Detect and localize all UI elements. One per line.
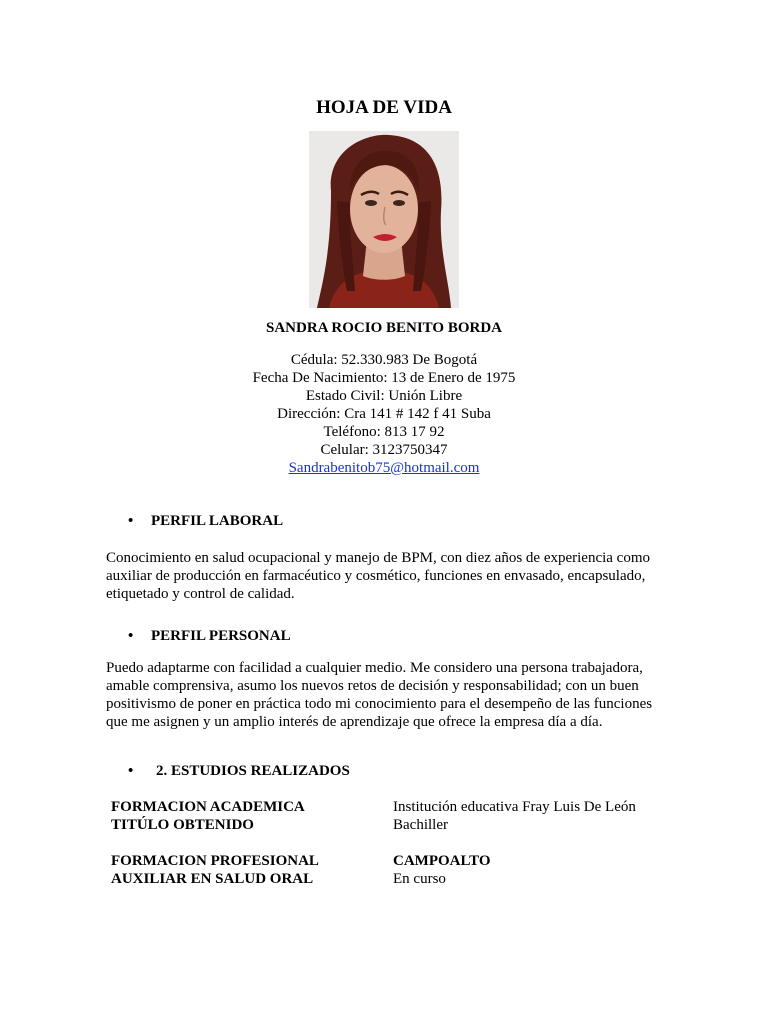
edu-value: CAMPOALTO — [393, 853, 491, 869]
section-heading-label: PERFIL PERSONAL — [151, 628, 291, 644]
edu-row-academica-values — [393, 798, 636, 834]
edu-label: FORMACION ACADEMICA — [111, 799, 305, 815]
bullet-marker: • — [128, 628, 134, 644]
candidate-name: SANDRA ROCIO BENITO BORDA — [265, 320, 502, 336]
section-heading-label: PERFIL LABORAL — [151, 513, 284, 529]
document-title: HOJA DE VIDA — [316, 97, 452, 118]
edu-row-academica-labels — [111, 798, 305, 834]
email-link[interactable]: Sandrabenitob75@hotmail.com — [288, 460, 480, 476]
profile-photo — [309, 131, 459, 308]
contact-info — [0, 351, 768, 477]
laboral-paragraph — [106, 549, 666, 603]
section-heading-estudios — [130, 763, 350, 780]
edu-label: FORMACION PROFESIONAL — [111, 853, 319, 869]
section-heading-label: 2. ESTUDIOS REALIZADOS — [156, 763, 350, 779]
address-line: Dirección: Cra 141 # 142 f 41 Suba — [277, 406, 491, 422]
edu-row-profesional-labels — [111, 852, 319, 888]
phone-line: Teléfono: 813 17 92 — [323, 424, 445, 440]
edu-value: En curso — [393, 871, 446, 887]
personal-paragraph — [106, 659, 666, 731]
portrait-illustration — [309, 131, 459, 308]
civil-status-line: Estado Civil: Unión Libre — [305, 388, 463, 404]
paragraph-line: Conocimiento en salud ocupacional y manejo de BPM, con diez años de experiencia como — [106, 550, 651, 566]
edu-label: AUXILIAR EN SALUD ORAL — [111, 871, 314, 887]
paragraph-line: que me asignen y un amplio interés de aprendizaje que ofrece la empresa día a día. — [106, 714, 603, 730]
paragraph-line: auxiliar de producción en farmacéutico y cosmético, funciones en envasado, encapsulado, — [106, 568, 646, 584]
mobile-line: Celular: 3123750347 — [320, 442, 448, 458]
paragraph-line: etiquetado y control de calidad. — [106, 586, 295, 602]
birthdate-line: Fecha De Nacimiento: 13 de Enero de 1975 — [252, 370, 516, 386]
edu-value: Institución educativa Fray Luis De León — [393, 799, 636, 815]
edu-value: Bachiller — [393, 817, 448, 833]
paragraph-line: Puedo adaptarme con facilidad a cualquier medio. Me considero una persona trabajadora, — [106, 660, 643, 676]
section-heading-personal — [130, 628, 291, 645]
paragraph-line: positivismo de poner en práctica todo mi conocimiento para el desempeño de las funciones — [106, 696, 653, 712]
paragraph-line: amable comprensiva, asumo los nuevos retos de decisión y responsabilidad; con un buen — [106, 678, 639, 694]
section-heading-laboral — [130, 513, 283, 530]
cedula-line: Cédula: 52.330.983 De Bogotá — [290, 352, 478, 368]
edu-row-profesional-values — [393, 852, 491, 888]
bullet-marker: • — [128, 513, 134, 529]
edu-label: TITÚLO OBTENIDO — [111, 817, 254, 833]
bullet-marker: • — [128, 763, 134, 779]
